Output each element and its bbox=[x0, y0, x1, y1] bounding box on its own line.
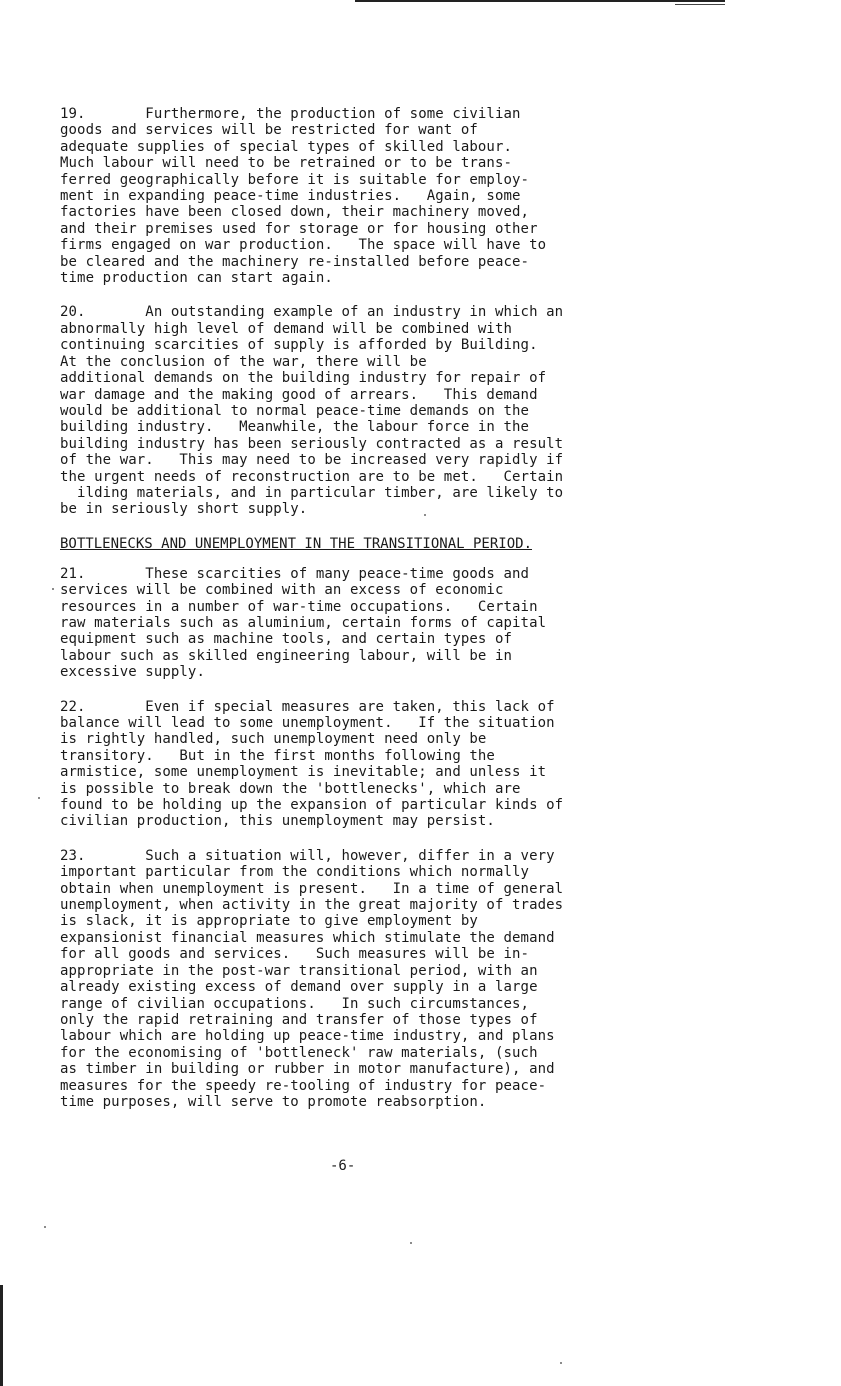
text-line: 23. Such a situation will, however, differ in a very bbox=[60, 847, 555, 864]
text-line: civilian production, this unemployment may persist. bbox=[60, 813, 495, 830]
text-line: ment in expanding peace-time industries. Again, some bbox=[60, 188, 521, 205]
text-line: Much labour will need to be retrained or to be trans- bbox=[60, 155, 513, 172]
scan-artifact-top-rule-secondary bbox=[675, 4, 725, 5]
text-line: raw materials such as aluminium, certain forms of capital bbox=[60, 614, 547, 631]
text-line: the urgent needs of reconstruction are to be met. Certain bbox=[60, 468, 564, 485]
text-line: labour which are holding up peace-time industry, and plans bbox=[60, 1028, 555, 1045]
text-line: for the economising of 'bottleneck' raw materials, (such bbox=[60, 1044, 538, 1061]
text-line: found to be holding up the expansion of particular kinds of bbox=[60, 797, 564, 814]
paragraph-23 bbox=[60, 848, 660, 1111]
text-line: abnormally high level of demand will be combined with bbox=[60, 320, 513, 337]
text-line: obtain when unemployment is present. In a time of general bbox=[60, 880, 564, 897]
text-line: for all goods and services. Such measures will be in- bbox=[60, 946, 530, 963]
paragraph-19 bbox=[60, 106, 660, 286]
paragraph-20 bbox=[60, 304, 660, 517]
text-line: would be additional to normal peace-time demands on the bbox=[60, 402, 530, 419]
text-line: balance will lead to some unemployment. If the situation bbox=[60, 715, 555, 731]
text-line: building industry. Meanwhile, the labour force in the bbox=[60, 419, 530, 436]
text-line: At the conclusion of the war, there will be bbox=[60, 353, 427, 370]
scan-speck bbox=[560, 1362, 562, 1364]
text-line: adequate supplies of special types of skilled labour. bbox=[60, 138, 513, 155]
text-line: goods and services will be restricted for want of bbox=[60, 122, 478, 139]
text-line: only the rapid retraining and transfer of those types of bbox=[60, 1011, 538, 1028]
text-line: continuing scarcities of supply is afforded by Building. bbox=[60, 337, 538, 354]
text-line: 22. Even if special measures are taken, this lack of bbox=[60, 698, 555, 715]
text-line: of the war. This may need to be increased very rapidly if bbox=[60, 452, 564, 469]
text-line: armistice, some unemployment is inevitable; and unless it bbox=[60, 764, 547, 781]
text-line: ilding materials, and in particular timber, are likely to bbox=[60, 484, 564, 501]
text-line: 20. An outstanding example of an industry in which an bbox=[60, 304, 564, 321]
text-line: excessive supply. bbox=[60, 664, 205, 681]
text-line: services will be combined with an excess of economic bbox=[60, 582, 504, 599]
text-line: time production can start again. bbox=[60, 270, 333, 287]
text-line: firms engaged on war production. The space will have to bbox=[60, 237, 547, 254]
paragraph-21 bbox=[60, 566, 660, 681]
text-line: is possible to break down the 'bottlenecks', which are bbox=[60, 780, 521, 797]
text-line: factories have been closed down, their machinery moved, bbox=[60, 204, 530, 221]
scan-speck bbox=[410, 1242, 412, 1244]
text-line: and their premises used for storage or for housing other bbox=[60, 220, 538, 237]
text-line: is slack, it is appropriate to give employment by bbox=[60, 913, 478, 930]
text-line: resources in a number of war-time occupations. Certain bbox=[60, 598, 538, 615]
document-page bbox=[60, 106, 660, 1110]
text-line: measures for the speedy re-tooling of industry for peace- bbox=[60, 1077, 547, 1094]
paragraph-22 bbox=[60, 699, 660, 830]
text-line: 21. These scarcities of many peace-time goods and bbox=[60, 565, 530, 582]
text-line: war damage and the making good of arrears. This demand bbox=[60, 386, 538, 403]
text-line: be in seriously short supply. bbox=[60, 501, 308, 518]
text-line: 19. Furthermore, the production of some civilian bbox=[60, 106, 521, 122]
text-line: is rightly handled, such unemployment need only be bbox=[60, 731, 487, 748]
text-line: building industry has been seriously contracted as a result bbox=[60, 435, 564, 452]
scan-speck bbox=[44, 1226, 46, 1228]
text-line: labour such as skilled engineering labour, will be in bbox=[60, 647, 513, 664]
text-line: time purposes, will serve to promote reabsorption. bbox=[60, 1093, 487, 1110]
scan-speck bbox=[52, 588, 54, 590]
text-line: expansionist financial measures which stimulate the demand bbox=[60, 929, 555, 946]
text-line: already existing excess of demand over supply in a large bbox=[60, 979, 538, 996]
page-number: -6- bbox=[330, 1158, 356, 1174]
text-line: be cleared and the machinery re-installed before peace- bbox=[60, 253, 530, 270]
text-line: equipment such as machine tools, and certain types of bbox=[60, 631, 513, 648]
text-line: additional demands on the building industry for repair of bbox=[60, 370, 547, 387]
scan-artifact-left-edge bbox=[0, 1285, 3, 1386]
text-line: ferred geographically before it is suitable for employ- bbox=[60, 171, 530, 188]
scan-speck bbox=[38, 797, 40, 799]
text-line: range of civilian occupations. In such circumstances, bbox=[60, 995, 530, 1012]
scan-speck bbox=[424, 514, 426, 516]
text-line: appropriate in the post-war transitional period, with an bbox=[60, 962, 538, 979]
section-heading: BOTTLENECKS AND UNEMPLOYMENT IN THE TRANSITIONAL PERIOD. bbox=[60, 535, 533, 552]
text-line: important particular from the conditions which normally bbox=[60, 864, 530, 881]
scan-artifact-top-rule bbox=[355, 0, 725, 2]
text-line: transitory. But in the first months following the bbox=[60, 747, 495, 764]
text-line: unemployment, when activity in the great majority of trades bbox=[60, 897, 564, 914]
text-line: as timber in building or rubber in motor manufacture), and bbox=[60, 1061, 555, 1078]
